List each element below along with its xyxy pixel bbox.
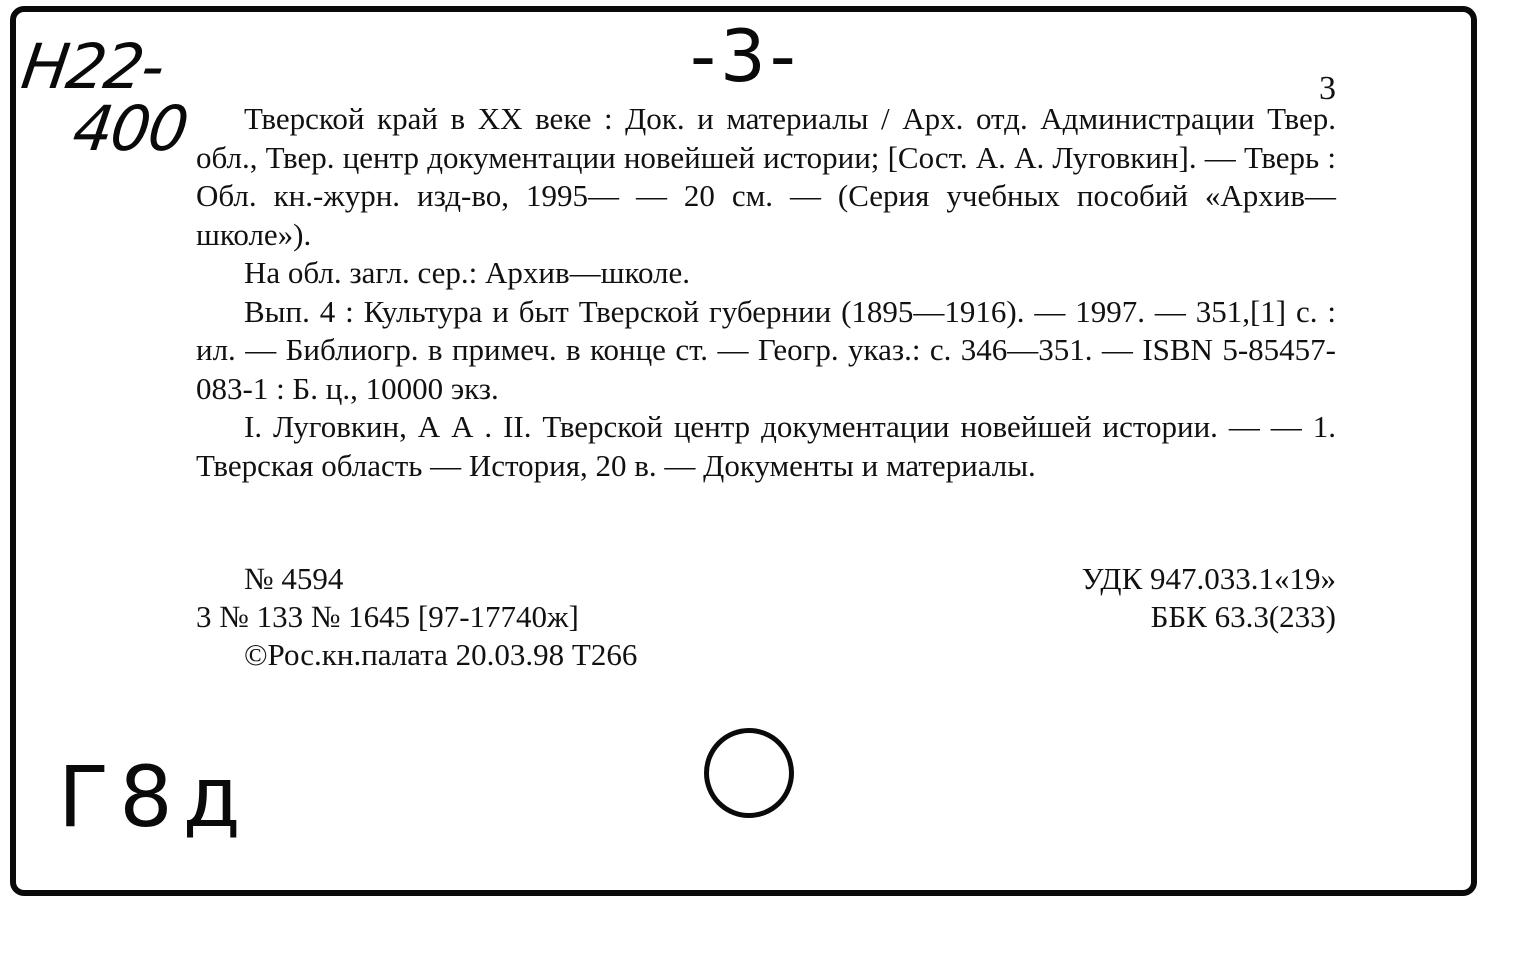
bbk-code: ББК 63.3(233) [1150, 599, 1336, 634]
handwritten-shelf-mark: Г8д [58, 748, 251, 846]
numbers-line: 3 № 133 № 1645 [97-17740ж] [196, 599, 579, 634]
udk-code: УДК 947.033.1«19» [1081, 561, 1336, 596]
registration-number: № 4594 [244, 561, 344, 596]
bibliographic-description [196, 100, 1336, 485]
handwritten-catalog-number [9, 30, 199, 165]
circle-mark [704, 728, 794, 818]
catalog-number-line-1: Н22- [17, 30, 168, 103]
series-note-paragraph: На обл. загл. сер.: Архив—школе. [244, 255, 691, 290]
copyright-line: ©Рос.кн.палата 20.03.98 Т266 [244, 637, 638, 672]
catalog-number-line-2: 400 [68, 92, 192, 165]
issue-paragraph: Вып. 4 : Культура и быт Тверской губернии (1895—1916). — 1997. — 351,[1] с. : ил. — Библиогр. в примеч. в конце ст. — Геогр. указ.: с. 346—351. — ISBN 5-85457-083-1 : Б. ц., 10000 экз. [196, 293, 1336, 406]
printed-page-number: 3 [1319, 70, 1336, 107]
subject-headings-paragraph: I. Луговкин, А А . II. Тверской центр документации новейшей истории. — — 1. Тверская область — История, 20 в. — Документы и материалы. [196, 409, 1336, 483]
handwritten-page-mark: -3- [690, 14, 800, 98]
card-footer [196, 560, 1336, 674]
title-paragraph: Тверской край в XX веке : Док. и материалы / Арх. отд. Администрации Твер. обл., Твер. центр документации новейшей истории; [Сост. А. А. Луговкин]. — Тверь : Обл. кн.-журн. изд-во, 1995— — 20 см. — (Серия учебных пособий «Архив—школе»). [196, 101, 1336, 252]
